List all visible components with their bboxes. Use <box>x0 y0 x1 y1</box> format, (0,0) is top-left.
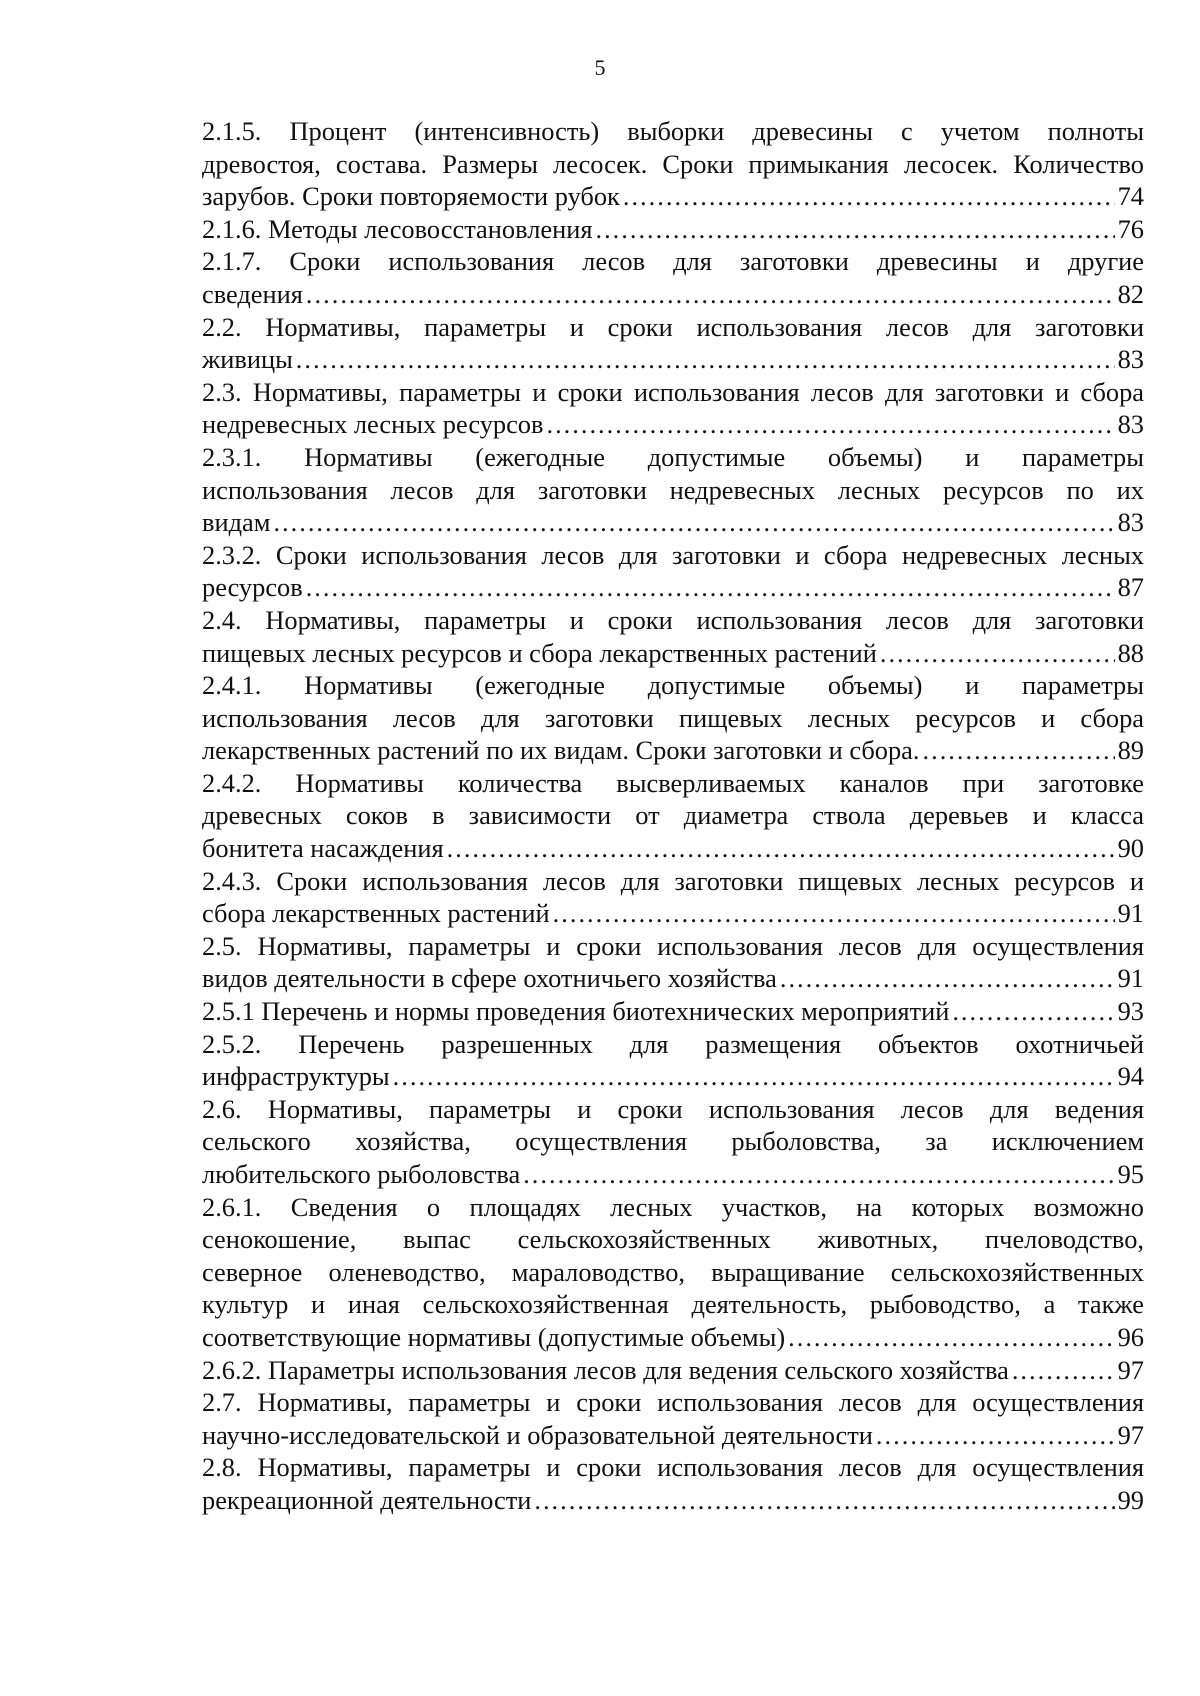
toc-page-number: 91 <box>1117 898 1144 929</box>
toc-entry-last-line <box>202 1060 1144 1093</box>
dot-leader <box>447 832 1115 865</box>
toc-page-number: 94 <box>1117 1061 1144 1092</box>
dot-leader <box>553 897 1115 930</box>
toc-entry-line: 2.4.1. Нормативы (ежегодные допустимые объемы) и параметры <box>202 670 1144 701</box>
toc-page-number: 93 <box>1117 996 1144 1027</box>
dot-leader <box>523 1158 1114 1191</box>
toc-entry-line: древостоя, состава. Размеры лесосек. Сроки примыкания лесосек. Количество <box>202 148 1144 179</box>
dot-leader <box>923 734 1115 767</box>
toc-entry-title: научно-исследовательской и образовательной деятельности <box>202 1419 873 1450</box>
toc-entry-last-line <box>202 637 1144 670</box>
table-of-contents <box>202 115 1144 1517</box>
toc-entry-last-line <box>202 832 1144 865</box>
toc-entry-last-line <box>202 408 1144 441</box>
toc-entry-title: живицы <box>202 344 293 375</box>
toc-entry-title: видам <box>202 507 271 538</box>
toc-entry-last-line <box>202 571 1144 604</box>
toc-entry-last-line <box>202 343 1144 376</box>
toc-entry <box>202 376 1144 441</box>
toc-page-number: 99 <box>1117 1484 1144 1515</box>
dot-leader <box>296 343 1115 376</box>
toc-entry-title: 2.1.6. Методы лесовосстановления <box>202 213 593 244</box>
toc-entry <box>202 311 1144 376</box>
dot-leader <box>273 506 1114 539</box>
toc-entry-title: сбора лекарственных растений <box>202 898 550 929</box>
toc-entry <box>202 669 1144 767</box>
toc-entry-title: инфраструктуры <box>202 1061 390 1092</box>
toc-entry-last-line <box>202 278 1144 311</box>
toc-entry-line: использования лесов для заготовки пищевых лесных ресурсов и сбора <box>202 702 1144 733</box>
toc-entry <box>202 1386 1144 1451</box>
toc-entry-title: 2.6.2. Параметры использования лесов для ведения сельского хозяйства <box>202 1354 1009 1385</box>
toc-entry-title: видов деятельности в сфере охотничьего хозяйства <box>202 963 777 994</box>
toc-entry-line: 2.5. Нормативы, параметры и сроки использования лесов для осуществления <box>202 930 1144 961</box>
toc-entry-title: лекарственных растений по их видам. Сроки заготовки и сбора. <box>202 735 920 766</box>
toc-entry <box>202 1093 1144 1191</box>
toc-entry <box>202 213 1144 246</box>
dot-leader <box>595 213 1114 246</box>
toc-page-number: 83 <box>1117 344 1144 375</box>
dot-leader <box>780 962 1115 995</box>
toc-entry-last-line <box>202 213 1144 246</box>
toc-page-number: 89 <box>1117 735 1144 766</box>
toc-page-number: 74 <box>1117 181 1144 212</box>
toc-entry <box>202 115 1144 213</box>
toc-entry-line: сельского хозяйства, осуществления рыболовства, за исключением <box>202 1126 1144 1157</box>
toc-entry-line: 2.5.2. Перечень разрешенных для размещения объектов охотничьей <box>202 1028 1144 1059</box>
dot-leader <box>306 571 1115 604</box>
toc-entry-last-line <box>202 1354 1144 1387</box>
toc-entry-last-line <box>202 1419 1144 1452</box>
toc-entry-last-line <box>202 734 1144 767</box>
toc-page-number: 91 <box>1117 963 1144 994</box>
toc-entry-last-line <box>202 1484 1144 1517</box>
toc-entry-line: 2.6. Нормативы, параметры и сроки использования лесов для ведения <box>202 1093 1144 1124</box>
toc-entry <box>202 995 1144 1028</box>
toc-page-number: 82 <box>1117 278 1144 309</box>
toc-entry-last-line <box>202 1158 1144 1191</box>
toc-entry-last-line <box>202 897 1144 930</box>
toc-entry-line: 2.3.1. Нормативы (ежегодные допустимые объемы) и параметры <box>202 441 1144 472</box>
dot-leader <box>306 278 1115 311</box>
dot-leader <box>393 1060 1115 1093</box>
toc-entry-last-line <box>202 1321 1144 1354</box>
toc-entry-title: 2.5.1 Перечень и нормы проведения биотехнических мероприятий <box>202 996 950 1027</box>
toc-entry-title: соответствующие нормативы (допустимые объемы) <box>202 1321 786 1352</box>
toc-page-number: 83 <box>1117 507 1144 538</box>
toc-entry-line: 2.1.7. Сроки использования лесов для заготовки древесины и другие <box>202 246 1144 277</box>
toc-entry-title: недревесных лесных ресурсов <box>202 409 544 440</box>
toc-entry-line: 2.3.2. Сроки использования лесов для заготовки и сбора недревесных лесных <box>202 539 1144 570</box>
toc-entry-line: 2.7. Нормативы, параметры и сроки использования лесов для осуществления <box>202 1387 1144 1418</box>
toc-entry-last-line <box>202 962 1144 995</box>
toc-entry-line: культур и иная сельскохозяйственная деятельность, рыбоводство, а также <box>202 1289 1144 1320</box>
toc-entry-title: ресурсов <box>202 572 303 603</box>
toc-page-number: 88 <box>1117 637 1144 668</box>
toc-entry-title: зарубов. Сроки повторяемости рубок <box>202 181 620 212</box>
dot-leader <box>952 995 1114 1028</box>
toc-page-number: 87 <box>1117 572 1144 603</box>
toc-entry-last-line <box>202 180 1144 213</box>
dot-leader <box>880 637 1115 670</box>
toc-entry-line: 2.6.1. Сведения о площадях лесных участков, на которых возможно <box>202 1191 1144 1222</box>
dot-leader <box>546 408 1114 441</box>
toc-entry-line: 2.4. Нормативы, параметры и сроки использования лесов для заготовки <box>202 604 1144 635</box>
toc-entry-line: 2.4.3. Сроки использования лесов для заготовки пищевых лесных ресурсов и <box>202 865 1144 896</box>
dot-leader <box>623 180 1115 213</box>
dot-leader <box>788 1321 1114 1354</box>
toc-entry-title: рекреационной деятельности <box>202 1484 532 1515</box>
toc-entry-line: 2.4.2. Нормативы количества высверливаемых каналов при заготовке <box>202 767 1144 798</box>
toc-entry <box>202 1191 1144 1354</box>
toc-entry <box>202 930 1144 995</box>
toc-page-number: 97 <box>1117 1354 1144 1385</box>
toc-entry-title: любительского рыболовства <box>202 1159 521 1189</box>
toc-entry-line: северное оленеводство, мараловодство, выращивание сельскохозяйственных <box>202 1256 1144 1287</box>
toc-entry-line: древесных соков в зависимости от диаметра ствола деревьев и класса <box>202 800 1144 831</box>
toc-entry <box>202 245 1144 310</box>
toc-entry <box>202 441 1144 539</box>
toc-page-number: 90 <box>1117 833 1144 864</box>
toc-entry-last-line <box>202 995 1144 1028</box>
dot-leader <box>876 1419 1115 1452</box>
toc-entry-title: пищевых лесных ресурсов и сбора лекарственных растений <box>202 637 877 668</box>
dot-leader <box>1012 1354 1115 1387</box>
toc-page-number: 97 <box>1117 1419 1144 1450</box>
toc-entry <box>202 539 1144 604</box>
toc-page-number: 96 <box>1117 1321 1144 1352</box>
toc-entry-title: сведения <box>202 278 303 309</box>
toc-entry-line: 2.3. Нормативы, параметры и сроки использования лесов для заготовки и сбора <box>202 376 1144 407</box>
toc-entry-line: 2.8. Нормативы, параметры и сроки использования лесов для осуществления <box>202 1452 1144 1483</box>
toc-entry-line: сенокошение, выпас сельскохозяйственных животных, пчеловодство, <box>202 1224 1144 1255</box>
toc-entry-line: 2.2. Нормативы, параметры и сроки использования лесов для заготовки <box>202 311 1144 342</box>
toc-page-number: 83 <box>1117 409 1144 440</box>
toc-page-number: 95 <box>1117 1159 1144 1189</box>
toc-page-number: 76 <box>1117 213 1144 244</box>
toc-entry-last-line <box>202 506 1144 539</box>
toc-entry <box>202 604 1144 669</box>
toc-entry-line: 2.1.5. Процент (интенсивность) выборки древесины с учетом полноты <box>202 116 1144 146</box>
toc-entry-title: бонитета насаждения <box>202 833 444 864</box>
toc-entry <box>202 1354 1144 1387</box>
toc-entry <box>202 865 1144 930</box>
toc-entry <box>202 1451 1144 1516</box>
toc-entry <box>202 1028 1144 1093</box>
dot-leader <box>534 1484 1114 1517</box>
toc-entry-line: использования лесов для заготовки недревесных лесных ресурсов по их <box>202 474 1144 505</box>
toc-entry <box>202 767 1144 865</box>
page-number: 5 <box>594 55 606 80</box>
